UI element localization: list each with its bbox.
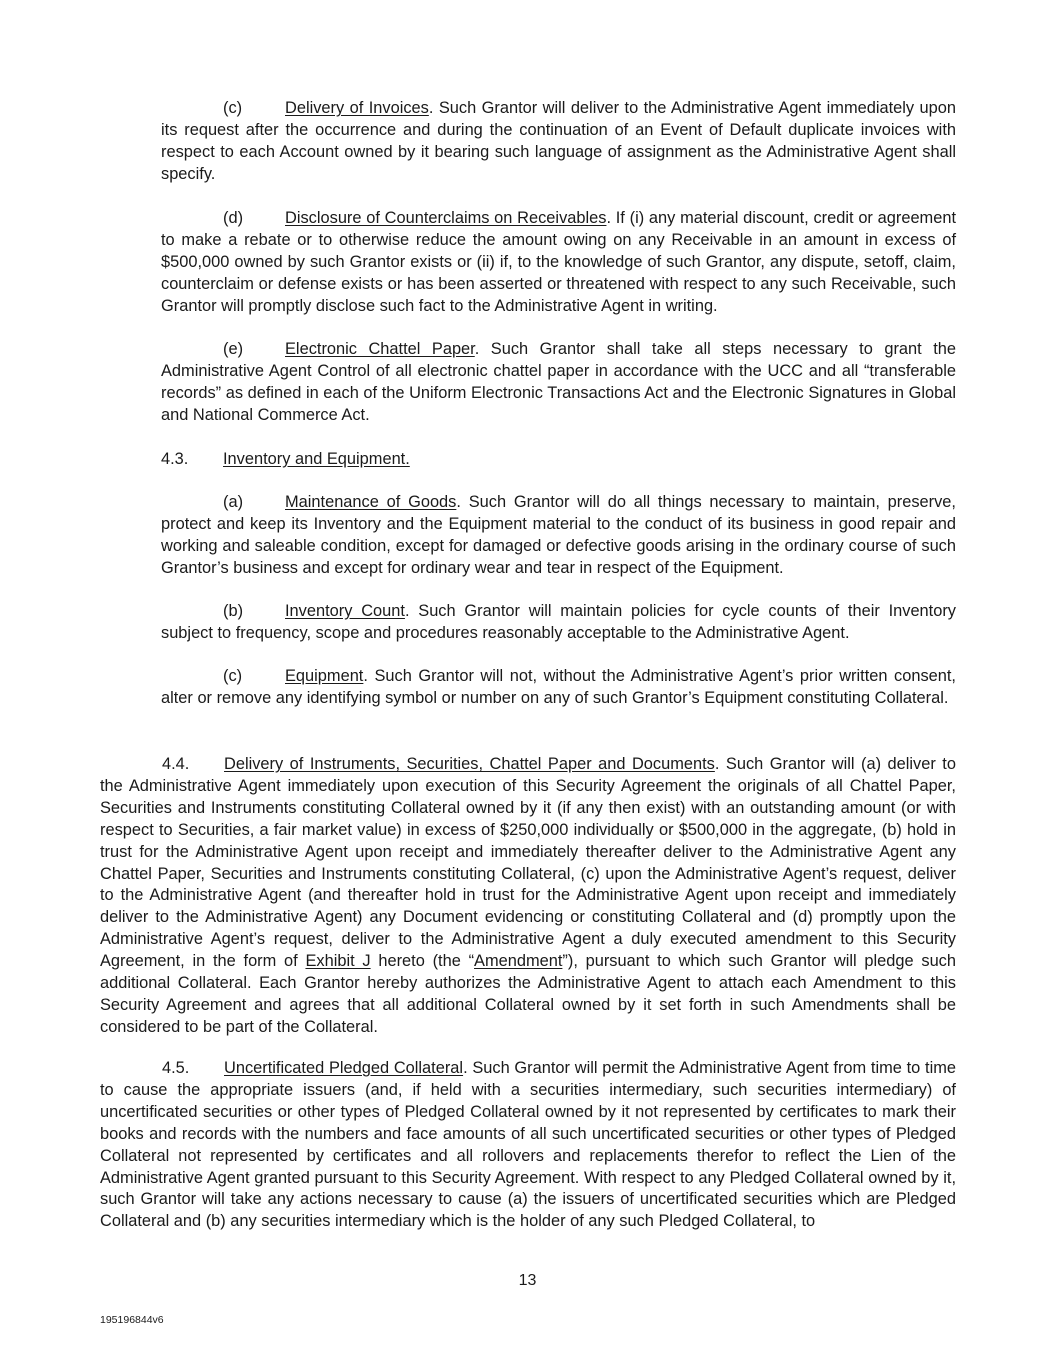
item-title: Equipment (285, 667, 364, 685)
item-body: . Such Grantor will not, without the Administrative Agent’s prior written consent, alter or remove any identifying symbol or number on any of such Grantor’s Equipment constituting Collateral. (161, 667, 956, 707)
section-body: . Such Grantor will (a) deliver to the Administrative Agent immediately upon execution of this Security Agreement the originals of all Chattel Paper, Securities and Instruments constituting Collateral owned by it (if any then exist) with an outstanding amount (or with respect to Securities, a fair market value) in excess of $250,000 individually or $500,000 in the aggregate, (b) hold in trust for the Administrative Agent upon receipt and immediately thereafter deliver to the Administrative Agent any Chattel Paper, Securities and Instruments constituting Collateral, (c) upon the Administrative Agent’s request, deliver to the Administrative Agent (and thereafter hold in trust for the Administrative Agent upon receipt and immediately deliver to the Administrative Agent) any Document evidencing or constituting Collateral and (d) promptly upon the Administrative Agent’s request, deliver to the Administrative Agent a duly executed amendment to this Security Agreement, in the form of (100, 755, 956, 971)
defined-term-amendment: Amendment (474, 952, 563, 971)
section-number: 4.5. (162, 1059, 190, 1077)
section-title: Uncertificated Pledged Collateral (224, 1059, 464, 1077)
page-number: 13 (518, 1272, 537, 1289)
item-number: (c) (223, 99, 243, 117)
item-title: Delivery of Invoices (285, 99, 429, 117)
section-4-4-delivery-of-instruments (100, 754, 956, 1039)
paragraph-inventory-count (161, 601, 956, 645)
item-title: Electronic Chattel Paper (285, 340, 475, 358)
item-number: (e) (223, 340, 244, 358)
section-4-5-uncertificated-pledged-collateral (100, 1058, 956, 1233)
paragraph-disclosure-of-counterclaims (161, 208, 956, 318)
paragraph-delivery-of-invoices (161, 98, 956, 186)
section-number: 4.4. (162, 755, 190, 773)
item-title: Disclosure of Counterclaims on Receivables (285, 209, 607, 227)
item-body: . Such Grantor shall take all steps necessary to grant the Administrative Agent Control of all electronic chattel paper in accordance with the UCC and all “transferable records” as defined in each of the Uniform Electronic Transactions Act and the Electronic Signatures in Global and National Commerce Act. (161, 340, 956, 424)
section-body-cont: hereto (the “ (370, 952, 475, 971)
paragraph-electronic-chattel-paper (161, 339, 956, 427)
item-body: . Such Grantor will deliver to the Administrative Agent immediately upon its request after the occurrence and during the continuation of an Event of Default duplicate invoices with respect to each Account owned by it bearing such language of assignment as the Administrative Agent shall specify. (161, 99, 956, 183)
section-title: Delivery of Instruments, Securities, Chattel Paper and Documents (224, 755, 715, 773)
paragraph-equipment (161, 666, 956, 710)
item-number: (c) (223, 667, 243, 685)
item-number: (a) (223, 493, 244, 511)
section-title: Inventory and Equipment. (223, 450, 410, 468)
item-title: Maintenance of Goods (285, 493, 457, 511)
section-body: . Such Grantor will permit the Administrative Agent from time to time to cause the appropriate issuers (and, if held with a securities intermediary, such securities intermediary) of uncertificated securities or other types of Pledged Collateral owned by it not represented by certificates to mark their books and records with the numbers and face amounts of all such uncertificated securities or other types of Pledged Collateral not represented by certificates and all rollovers and replacements therefor to reflect the Lien of the Administrative Agent granted pursuant to this Security Agreement. With respect to any Pledged Collateral owned by it, such Grantor will take any actions necessary to cause (a) the issuers of uncertificated securities which are Pledged Collateral and (b) any securities intermediary which is the holder of any such Pledged Collateral, to (100, 1059, 956, 1231)
section-heading-4-3 (161, 449, 410, 471)
item-body: . Such Grantor will maintain policies for cycle counts of their Inventory subject to frequency, scope and procedures reasonably acceptable to the Administrative Agent. (161, 602, 956, 642)
exhibit-reference: Exhibit J (305, 952, 371, 971)
item-number: (b) (223, 602, 244, 620)
item-title: Inventory Count (285, 602, 405, 620)
item-number: (d) (223, 209, 244, 227)
item-body: . Such Grantor will do all things necessary to maintain, preserve, protect and keep its Inventory and the Equipment material to the conduct of its business in good repair and working and saleable condition, except for damaged or defective goods arising in the ordinary course of such Grantor’s business and except for ordinary wear and tear in respect of the Equipment. (161, 493, 956, 577)
document-id: 195196844v6 (100, 1314, 164, 1326)
section-number: 4.3. (161, 450, 189, 468)
item-body: . If (i) any material discount, credit or agreement to make a rebate or to otherwise reduce the amount owing on any Receivable in an amount in excess of $500,000 owned by such Grantor exists or (ii) if, to the knowledge of such Grantor, any dispute, setoff, claim, counterclaim or defense exists or has been asserted or threatened with respect to any such Receivable, such Grantor will promptly disclose such fact to the Administrative Agent in writing. (161, 209, 956, 315)
section-body-end: ”), pursuant to which such Grantor will pledge such additional Collateral. Each Grantor hereby authorizes the Administrative Agent to attach each Amendment to this Security Agreement and agrees that all additional Collateral owned by it set forth in such Amendments shall be considered to be part of the Collateral. (100, 952, 956, 1036)
paragraph-maintenance-of-goods (161, 492, 956, 580)
